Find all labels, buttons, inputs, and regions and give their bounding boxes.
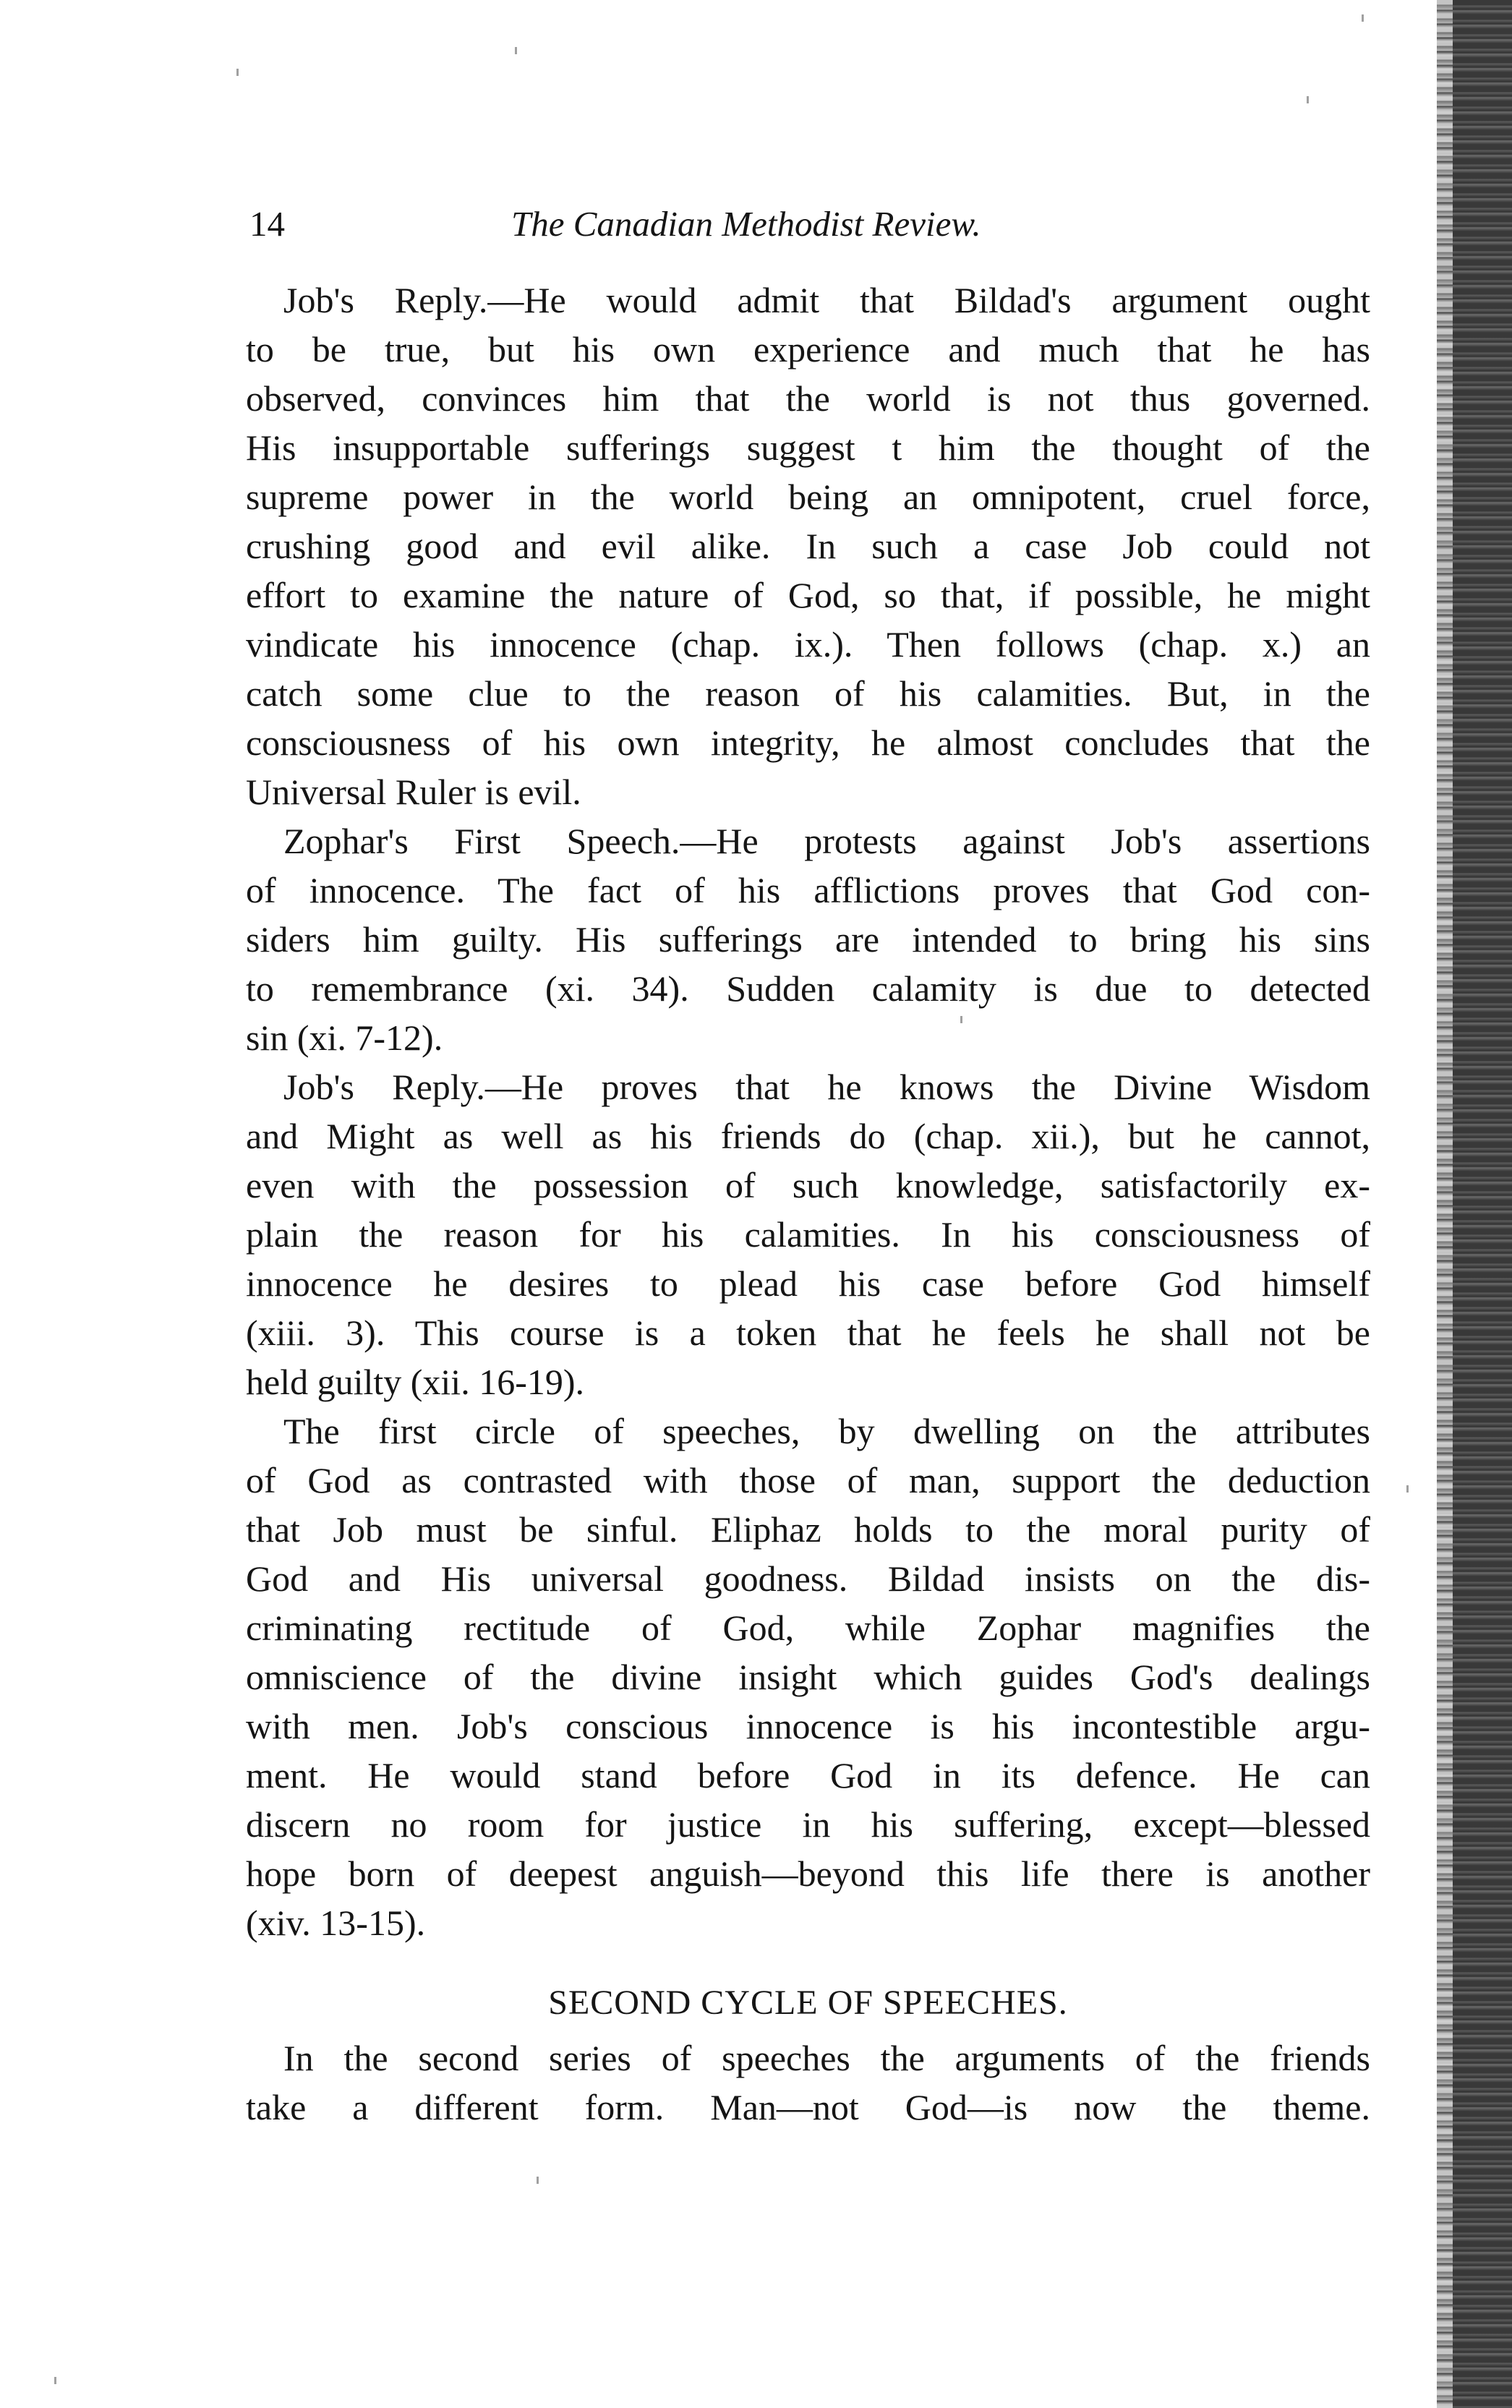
text-line-21: innocence he desires to plead his case before God himself xyxy=(246,1263,1370,1304)
scan-speck xyxy=(515,47,517,54)
text-line-1: Job's Reply.—He would admit that Bildad's argument ought xyxy=(283,280,1370,320)
text-line-31: ment. He would stand before God in its defence. He can xyxy=(246,1755,1370,1796)
text-line-4: His insupportable sufferings suggest t him the thought of the xyxy=(246,427,1370,468)
scan-speck xyxy=(54,2377,56,2384)
text-line-5: supreme power in the world being an omnipotent, cruel force, xyxy=(246,477,1370,517)
text-line-28: criminating rectitude of God, while Zophar magnifies the xyxy=(246,1608,1370,1648)
text-line-27: God and His universal goodness. Bildad insists on the dis- xyxy=(246,1558,1370,1599)
text-line-17: Job's Reply.—He proves that he knows the Divine Wisdom xyxy=(283,1067,1370,1107)
scanned-page-edge xyxy=(1437,0,1512,2408)
section-heading: SECOND CYCLE OF SPEECHES. xyxy=(548,1984,1068,2022)
text-line-30: with men. Job's conscious innocence is his incontestible argu- xyxy=(246,1706,1370,1746)
text-line-6: crushing good and evil alike. In such a case Job could not xyxy=(246,526,1370,566)
running-title: The Canadian Methodist Review. xyxy=(511,204,981,244)
text-line-23: held guilty (xii. 16-19). xyxy=(246,1362,584,1402)
scan-speck xyxy=(537,2177,539,2184)
text-line-24: The first circle of speeches, by dwelling on the attributes xyxy=(283,1411,1370,1451)
scan-speck xyxy=(1307,96,1309,103)
text-line-13: of innocence. The fact of his afflictions proves that God con- xyxy=(246,870,1370,910)
text-line-14: siders him guilty. His sufferings are intended to bring his sins xyxy=(246,919,1370,960)
text-line-12: Zophar's First Speech.—He protests against Job's assertions xyxy=(283,821,1370,861)
text-line-15: to remembrance (xi. 34). Sudden calamity is due to detected xyxy=(246,968,1370,1009)
text-line-16: sin (xi. 7-12). xyxy=(246,1017,443,1058)
scan-speck xyxy=(236,69,239,76)
text-line-10: consciousness of his own integrity, he almost concludes that the xyxy=(246,722,1370,763)
text-line-7: effort to examine the nature of God, so that, if possible, he might xyxy=(246,575,1370,615)
text-line-33: hope born of deepest anguish—beyond this life there is another xyxy=(246,1853,1370,1894)
text-line-26: that Job must be sinful. Eliphaz holds to the moral purity of xyxy=(246,1509,1370,1550)
text-line-20: plain the reason for his calamities. In his consciousness of xyxy=(246,1214,1370,1255)
text-line-29: omniscience of the divine insight which guides God's dealings xyxy=(246,1657,1370,1697)
text-line-2: to be true, but his own experience and much that he has xyxy=(246,329,1370,370)
text-line-18: and Might as well as his friends do (chap. xii.), but he cannot, xyxy=(246,1116,1370,1156)
page-number: 14 xyxy=(249,204,285,244)
text-line-25: of God as contrasted with those of man, support the deduction xyxy=(246,1460,1370,1500)
text-line-8: vindicate his innocence (chap. ix.). Then follows (chap. x.) an xyxy=(246,624,1370,665)
text-line-11: Universal Ruler is evil. xyxy=(246,772,581,812)
text-line-9: catch some clue to the reason of his calamities. But, in the xyxy=(246,673,1370,714)
text-line-19: even with the possession of such knowledge, satisfactorily ex- xyxy=(246,1165,1370,1205)
text-line-34: (xiv. 13-15). xyxy=(246,1903,426,1943)
text-line-3: observed, convinces him that the world is not thus governed. xyxy=(246,378,1370,419)
scan-speck xyxy=(1362,14,1364,22)
scan-speck xyxy=(1406,1485,1409,1493)
text-line-37: take a different form. Man—not God—is now the theme. xyxy=(246,2087,1370,2127)
running-header xyxy=(249,199,1435,249)
text-line-32: discern no room for justice in his suffering, except—blessed xyxy=(246,1804,1370,1845)
page-body xyxy=(246,276,1370,2132)
text-line-22: (xiii. 3). This course is a token that he feels he shall not be xyxy=(246,1312,1370,1353)
text-line-36: In the second series of speeches the arguments of the friends xyxy=(283,2038,1370,2078)
